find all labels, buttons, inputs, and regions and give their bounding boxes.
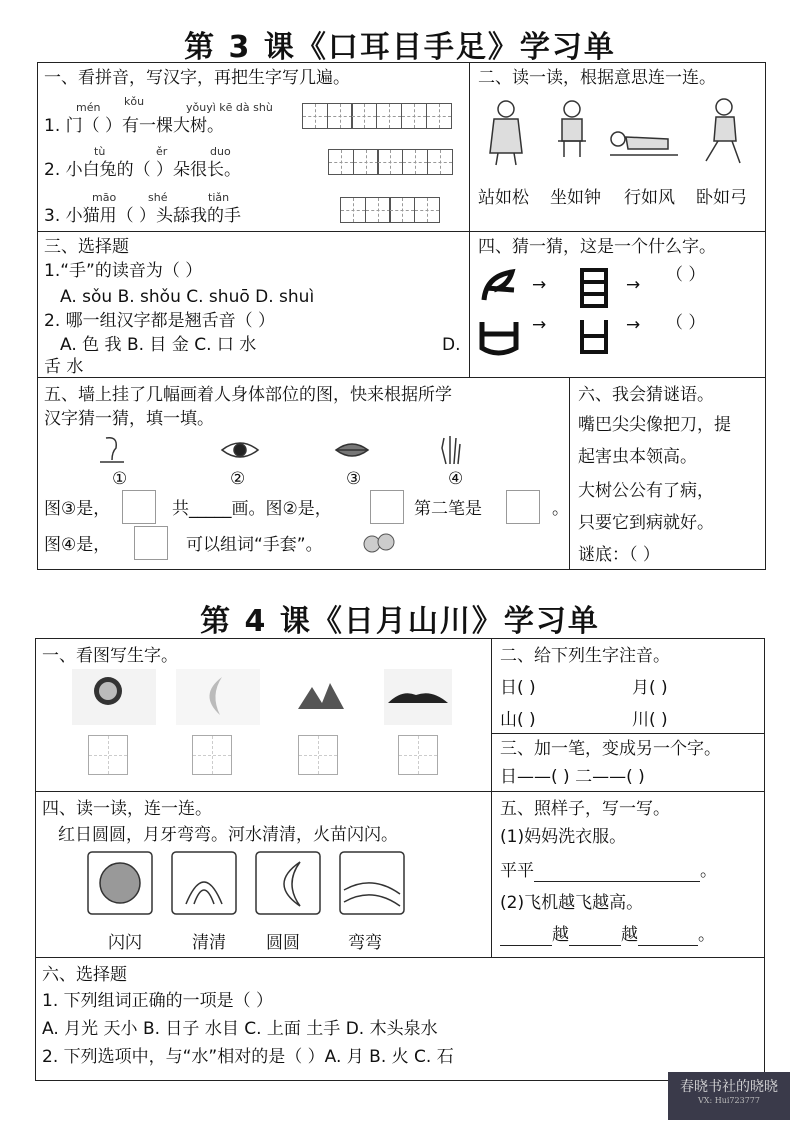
pinyin: tiǎn [208, 191, 230, 204]
l3-section1 [37, 62, 470, 232]
riddle-line: 大树公公有了病， [578, 481, 714, 501]
l4-s3-row[interactable]: 日——( ) 二——( ) [500, 767, 645, 787]
l3-s6-heading: 六、我会猜谜语。 [578, 385, 714, 405]
ancient-glyphs [478, 266, 522, 358]
matching-pictures [86, 850, 436, 916]
l3-s5-line1-a: 图③是， [44, 499, 111, 519]
l3-section6 [569, 377, 766, 570]
l4-s5-end: 。 [698, 925, 715, 945]
writing-grid[interactable] [192, 735, 232, 775]
l4-s5-yue: 越 [621, 925, 638, 945]
l3-s1-heading: 一、看拼音，写汉字，再把生字写几遍。 [44, 68, 350, 88]
answer-line[interactable] [638, 945, 698, 946]
pinyin-blank[interactable]: 月( ) [632, 678, 668, 698]
figure-number: ① [112, 469, 128, 489]
answer-line[interactable] [569, 945, 621, 946]
modern-glyphs [578, 266, 612, 358]
watermark-stamp [668, 1072, 790, 1120]
l4-s6-q1-options: A. 月光 天小 B. 日子 水目 C. 上面 土手 D. 木头泉水 [42, 1019, 438, 1039]
riddle-answer[interactable]: 谜底：（ ） [578, 545, 660, 565]
watermark-subtext: VX: Hui723777 [698, 1096, 760, 1105]
l4-s5-end: 。 [700, 861, 717, 881]
l4-section3 [491, 733, 765, 792]
l4-s5-example2: (2)飞机越飞越高。 [500, 893, 644, 913]
l3-section3 [37, 231, 470, 378]
writing-grid[interactable] [88, 735, 128, 775]
posture-label: 站如松 [478, 188, 529, 208]
answer-box[interactable] [122, 490, 156, 524]
answer-box[interactable] [370, 490, 404, 524]
pinyin: mén [76, 101, 101, 114]
l4-section4 [35, 791, 492, 958]
lesson4-title: 第 4 课《日月山川》学习单 [200, 604, 600, 639]
l3-s5-line1-c: 第二笔是 [414, 499, 482, 519]
l4-s1-heading: 一、看图写生字。 [42, 646, 178, 666]
l4-s5-answer2 [500, 924, 715, 946]
figure-number: ③ [346, 469, 362, 489]
l3-s3-q2: 2. 哪一组汉字都是翘舌音（ ） [44, 311, 276, 331]
l3-s3-q2-option-d: D. [442, 335, 461, 355]
answer-blank[interactable]: （ ） [666, 313, 706, 333]
l4-s4-sentence: 红日圆圆，月牙弯弯。河水清清，火苗闪闪。 [58, 825, 398, 845]
arrow-icon: → [626, 275, 641, 295]
arrow-icon: → [626, 315, 641, 335]
lesson3-title: 第 3 课《口耳目手足》学习单 [184, 30, 616, 65]
l3-s5-heading-b: 汉字猜一猜，填一填。 [44, 409, 214, 429]
riddle-line: 起害虫本领高。 [578, 447, 697, 467]
l3-s1-line1: 1. 门（ ）有一棵大树。 [44, 116, 225, 136]
l4-section2 [491, 638, 765, 734]
pinyin: kǒu [124, 95, 145, 108]
l4-s5-prefix: 平平 [500, 861, 534, 881]
l4-section5 [491, 791, 765, 958]
pinyin-blank[interactable]: 川( ) [632, 710, 668, 730]
body-part-images [90, 434, 470, 468]
writing-grid[interactable] [398, 735, 438, 775]
l4-s6-q2: 2. 下列选项中，与“水”相对的是（ ）A. 月 B. 火 C. 石 [42, 1047, 454, 1067]
riddle-line: 只要它到病就好。 [578, 513, 714, 533]
posture-figures [478, 95, 758, 167]
figure-number: ④ [448, 469, 464, 489]
l3-s5-line1-d: 。 [552, 499, 569, 519]
l3-s3-q2-options: A. 色 我 B. 目 金 C. 口 水 [60, 335, 257, 355]
answer-box[interactable] [506, 490, 540, 524]
pinyin: tù [94, 145, 106, 158]
writing-grid[interactable] [328, 149, 452, 175]
l3-section4 [469, 231, 766, 378]
l4-section6 [35, 957, 765, 1081]
riddle-line: 嘴巴尖尖像把刀，提 [578, 415, 731, 435]
l4-s4-heading: 四、读一读，连一连。 [42, 799, 212, 819]
pinyin: yǒuyì kē dà shù [186, 101, 273, 114]
posture-label: 坐如钟 [550, 188, 601, 208]
posture-label: 卧如弓 [696, 188, 747, 208]
l3-s3-heading: 三、选择题 [44, 237, 129, 257]
l4-s5-heading: 五、照样子，写一写。 [500, 799, 670, 819]
match-word: 圆圆 [266, 933, 300, 953]
l3-s3-q2-options-cont: 舌 水 [44, 357, 84, 377]
answer-blank[interactable]: （ ） [666, 265, 706, 285]
l3-s5-line1-b: 共_____画。图②是， [172, 499, 332, 519]
pinyin-blank[interactable]: 日( ) [500, 678, 536, 698]
posture-label: 行如风 [624, 188, 675, 208]
l4-s5-example1: (1)妈妈洗衣服。 [500, 827, 627, 847]
l3-s3-q1-options: A. sǒu B. shǒu C. shuō D. shuì [60, 287, 315, 307]
l3-s5-line2-b: 可以组词“手套”。 [186, 535, 323, 555]
writing-grid[interactable] [340, 197, 439, 223]
answer-line[interactable] [500, 945, 552, 946]
l4-s3-heading: 三、加一笔，变成另一个字。 [500, 739, 721, 759]
pinyin: duo [210, 145, 231, 158]
l3-s5-line2-a: 图④是， [44, 535, 111, 555]
l3-s3-q1: 1.“手”的读音为（ ） [44, 261, 203, 281]
l3-s1-line2: 2. 小白兔的（ ）朵很长。 [44, 160, 242, 180]
l4-s5-answer1 [500, 860, 717, 882]
l3-s4-heading: 四、猜一猜，这是一个什么字。 [478, 237, 716, 257]
l3-section5 [37, 377, 570, 570]
l4-s5-yue: 越 [552, 925, 569, 945]
l3-s5-heading-a: 五、墙上挂了几幅画着人身体部位的图，快来根据所学 [44, 385, 452, 405]
writing-grid[interactable] [302, 103, 450, 129]
l4-s6-heading: 六、选择题 [42, 965, 127, 985]
nature-pictures [72, 669, 452, 727]
l3-section2 [469, 62, 766, 232]
pinyin: shé [148, 191, 168, 204]
pinyin: māo [92, 191, 117, 204]
l4-s6-q1: 1. 下列组词正确的一项是（ ） [42, 991, 274, 1011]
figure-number: ② [230, 469, 246, 489]
match-word: 清清 [192, 933, 226, 953]
writing-grid[interactable] [298, 735, 338, 775]
l4-section1 [35, 638, 492, 792]
l3-s2-heading: 二、读一读，根据意思连一连。 [478, 68, 716, 88]
answer-line[interactable] [534, 881, 700, 882]
arrow-icon: → [532, 315, 547, 335]
match-word: 闪闪 [108, 933, 142, 953]
arrow-icon: → [532, 275, 547, 295]
gloves-icon [362, 530, 396, 556]
watermark-text: 春晓书社的晓晓 [680, 1079, 778, 1095]
answer-box[interactable] [134, 526, 168, 560]
match-word: 弯弯 [348, 933, 382, 953]
pinyin-blank[interactable]: 山( ) [500, 710, 536, 730]
pinyin: ěr [156, 145, 168, 158]
l3-s1-line3: 3. 小猫用（ ）头舔我的手 [44, 206, 242, 226]
l4-s2-heading: 二、给下列生字注音。 [500, 646, 670, 666]
